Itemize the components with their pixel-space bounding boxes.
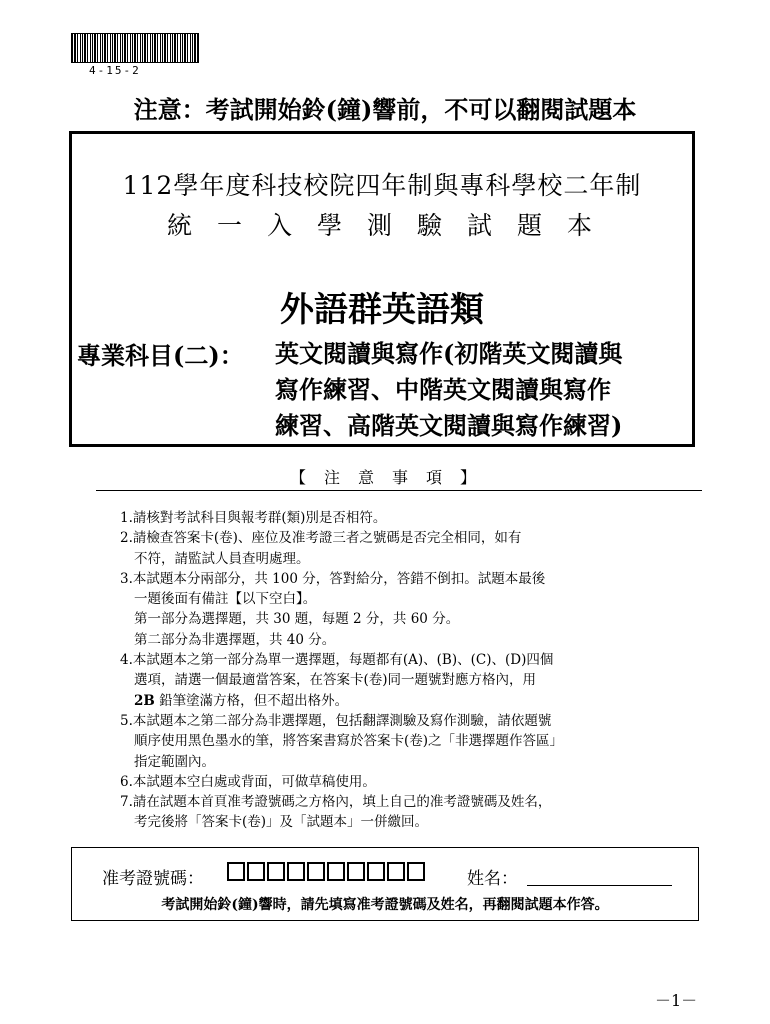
notice-heading: 【注意事項】: [289, 468, 494, 487]
barcode: [71, 33, 199, 77]
admission-number-digit-box[interactable]: [407, 862, 425, 881]
subject-line: 練習、高階英文閱讀與寫作練習): [275, 411, 623, 440]
admission-number-digit-box[interactable]: [267, 862, 285, 881]
admission-number-label: 准考證號碼：: [102, 869, 204, 889]
notice-item: 6.本試題本空白處或背面，可做草稿使用。: [120, 773, 376, 790]
name-field[interactable]: [527, 885, 672, 886]
notice-list: [120, 508, 680, 833]
opening-warning: 注意：考試開始鈴(鐘)響前，不可以翻閱試題本: [133, 95, 637, 124]
notice-item-continued: 第二部分為非選擇題，共 40 分。: [134, 631, 336, 648]
admission-number-digit-box[interactable]: [327, 862, 345, 881]
subject-title: [275, 336, 622, 444]
notice-item: 2.請檢查答案卡(卷)、座位及准考證三者之號碼是否完全相同，如有: [120, 530, 522, 547]
notice-item-continued: 指定範圍內。: [134, 753, 215, 770]
notice-item-continued: 不符，請監試人員查明處理。: [134, 550, 310, 567]
name-label: 姓名：: [467, 869, 518, 889]
exam-title-line2: 統一入學測驗試題本: [166, 211, 617, 240]
notice-item-continued: 一題後面有備註【以下空白】。: [134, 591, 317, 608]
notice-item-continued: 第一部分為選擇題，共 30 題，每題 2 分，共 60 分。: [134, 611, 460, 628]
fill-instruction: 考試開始鈴(鐘)響時，請先填寫准考證號碼及姓名，再翻閱試題本作答。: [161, 897, 609, 913]
exam-title-line1: 112學年度科技校院四年制與專科學校二年制: [122, 171, 642, 200]
admission-number-digit-box[interactable]: [347, 862, 365, 881]
notice-item: 7.請在試題本首頁准考證號碼之方格內，填上自己的准考證號碼及姓名，: [120, 794, 552, 811]
notice-text: 鉛筆塗滿方格，但不超出格外。: [159, 692, 349, 709]
admission-number-digit-box[interactable]: [307, 862, 325, 881]
subject-label: 專業科目(二)：: [77, 341, 244, 370]
admission-number-digit-box[interactable]: [287, 862, 305, 881]
candidate-info-box: [71, 847, 699, 921]
notice-item-continued: 考完後將「答案卡(卷)」及「試題本」一併繳回。: [134, 814, 429, 831]
notice-item-continued: 順序使用黑色墨水的筆，將答案書寫於答案卡(卷)之「非選擇題作答區」: [134, 733, 564, 750]
notice-item: 5.本試題本之第二部分為非選擇題，包括翻譯測驗及寫作測驗，請依題號: [120, 712, 552, 729]
admission-number-digit-box[interactable]: [387, 862, 405, 881]
admission-number-digit-box[interactable]: [367, 862, 385, 881]
page-number: －1－: [655, 991, 698, 1010]
pencil-grade: 2B: [134, 692, 155, 709]
subject-line: 英文閱讀與寫作(初階英文閱讀與: [275, 339, 623, 368]
notice-item-continued: 選項，請選一個最適當答案，在答案卡(卷)同一題號對應方格內，用: [134, 672, 537, 689]
notice-item: 3.本試題本分兩部分，共 100 分，答對給分，答錯不倒扣。試題本最後: [120, 570, 546, 587]
admission-number-boxes[interactable]: [227, 862, 425, 881]
subject-line: 寫作練習、中階英文閱讀與寫作: [275, 375, 611, 404]
notice-item-continued: [120, 691, 680, 711]
notice-item: 1.請核對考試科目與報考群(類)別是否相符。: [120, 510, 387, 526]
admission-number-digit-box[interactable]: [227, 862, 245, 881]
admission-number-digit-box[interactable]: [247, 862, 265, 881]
group-title: 外語群英語類: [280, 290, 484, 330]
barcode-code: 4-15-2: [89, 64, 141, 77]
notice-item: 4.本試題本之第一部分為單一選擇題，每題都有(A)、(B)、(C)、(D)四個: [120, 652, 554, 669]
notice-divider: [96, 490, 702, 491]
barcode-bars: [71, 33, 199, 63]
